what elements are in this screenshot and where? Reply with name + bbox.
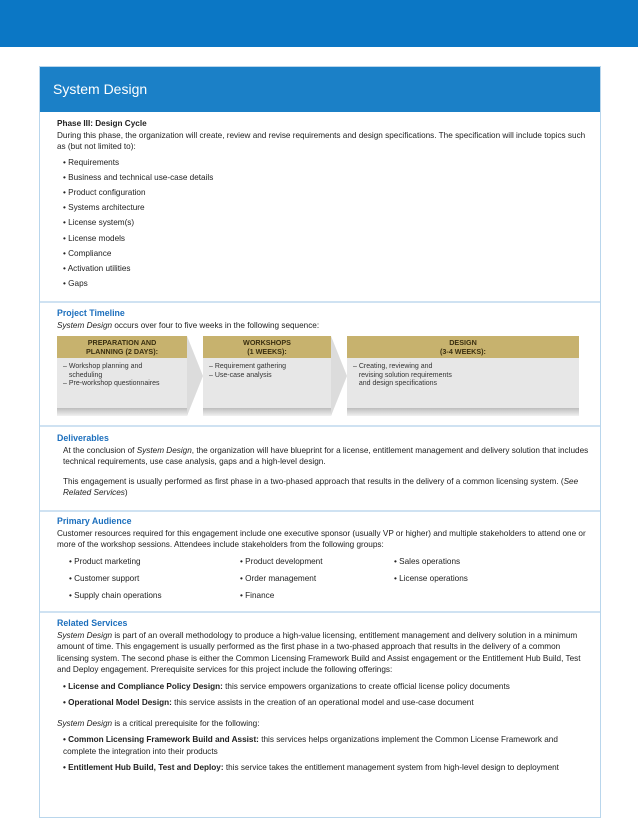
step-title: PREPARATION AND xyxy=(87,338,157,347)
deliverables-paragraph xyxy=(57,476,591,499)
deliverables-paragraph xyxy=(57,445,591,468)
text: is a critical prerequisite for the following: xyxy=(112,718,260,728)
system-design-panel xyxy=(39,66,601,818)
related-bullet xyxy=(57,697,591,709)
step-title: PLANNING (2 DAYS): xyxy=(85,347,158,356)
list-item: • Product configuration xyxy=(63,187,146,197)
related-bullet xyxy=(57,681,591,693)
timeline-heading: Project Timeline xyxy=(57,308,125,318)
text: this service takes the entitlement management system from high-level design to deployment xyxy=(223,763,559,772)
list-item: • Supply chain operations xyxy=(69,590,162,600)
timeline-step-workshops xyxy=(203,336,331,416)
list-item: • License models xyxy=(63,233,126,243)
top-banner xyxy=(0,0,638,47)
phase-intro: During this phase, the organization will create, review and revise requirements and design specifications. The specification will include topics such as (but not limited to): xyxy=(57,130,586,151)
phase-heading: Phase III: Design Cycle xyxy=(57,119,147,128)
step-title: DESIGN xyxy=(449,338,477,347)
text-em: System Design xyxy=(57,718,113,728)
list-item: • Order management xyxy=(240,573,317,583)
list-item: • Business and technical use-case details xyxy=(63,172,214,182)
step-title: (1 WEEKS): xyxy=(247,347,287,356)
timeline-step-preparation xyxy=(57,336,187,416)
text: At the conclusion of xyxy=(63,445,137,455)
step-line: – Requirement gathering xyxy=(209,363,287,370)
text: This engagement is usually performed as first phase in a two-phased approach that results in the delivery of a common licensing system. ( xyxy=(63,476,564,486)
text-bold: • Entitlement Hub Build, Test and Deploy: xyxy=(63,763,224,772)
timeline-intro-em: System Design xyxy=(57,320,113,330)
panel-title: System Design xyxy=(40,67,600,112)
step-title: WORKSHOPS xyxy=(243,338,291,347)
related-paragraph xyxy=(57,718,591,730)
divider xyxy=(40,611,600,613)
text-em: System Design xyxy=(136,445,192,455)
list-item: • Sales operations xyxy=(394,556,461,566)
related-bullet xyxy=(57,762,591,774)
text: this services helps organizations implement the Common License Framework and complete the integration into their products xyxy=(63,735,558,756)
timeline-section xyxy=(57,308,591,331)
phase-section xyxy=(57,118,591,291)
text-bold: • Operational Model Design: xyxy=(63,698,172,707)
timeline-diagram xyxy=(57,336,598,416)
list-item: • Product marketing xyxy=(69,556,141,566)
related-paragraph xyxy=(57,630,591,676)
arrow-icon xyxy=(331,336,347,416)
list-item: • Product development xyxy=(240,556,323,566)
list-item: • Gaps xyxy=(63,279,88,289)
text: , the organization will have blueprint for a license, entitlement management and delivery solution that includes technical requirements, use case analysis, gaps and a high-level design. xyxy=(63,445,589,466)
timeline-intro xyxy=(57,320,591,332)
step-line: – Workshop planning and xyxy=(63,363,143,370)
divider xyxy=(40,510,600,512)
step-line: – Use-case analysis xyxy=(209,371,272,379)
related-bullet xyxy=(57,734,591,757)
list-item: • Activation utilities xyxy=(63,263,131,273)
step-line: revising solution requirements xyxy=(353,371,452,379)
text-bold: • Common Licensing Framework Build and Assist: xyxy=(63,735,259,744)
list-item: • License operations xyxy=(394,573,468,583)
text: this service empowers organizations to create official license policy documents xyxy=(222,681,510,691)
audience-intro: Customer resources required for this engagement include one executive sponsor (usually VP or higher) and multiple stakeholders to attend one or more of the workshop sessions. Attendees include stakeholders from the following groups: xyxy=(57,528,586,549)
audience-section xyxy=(57,516,591,604)
step-title: (3-4 WEEKS): xyxy=(440,347,486,356)
related-heading: Related Services xyxy=(57,618,128,628)
list-item: • Customer support xyxy=(69,573,140,583)
list-item: • Systems architecture xyxy=(63,203,145,213)
related-section xyxy=(57,618,591,774)
list-item: • Requirements xyxy=(63,157,120,167)
list-item: • Compliance xyxy=(63,248,112,258)
deliverables-heading: Deliverables xyxy=(57,433,109,443)
text: ) xyxy=(124,488,128,497)
arrow-icon xyxy=(187,336,203,416)
text: this service assists in the creation of an operational model and use-case document xyxy=(171,698,474,707)
divider xyxy=(40,425,600,427)
step-line: scheduling xyxy=(63,371,103,379)
text-em: System Design xyxy=(57,630,113,640)
list-item: • License system(s) xyxy=(63,218,135,228)
text-bold: • License and Compliance Policy Design: xyxy=(63,681,223,691)
text: is part of an overall methodology to produce a high-value licensing, entitlement management and delivery solution in a minimum amount of time. This engagement is usually performed as the first phase in a two-phased approach that results in the delivery of a common licensing system. The second phase is either the Common Licensing Framework Build and Assist engagement or the Entitlement Hub Build, Test and Deploy engagement. Prerequisite services for this project include the following offerings: xyxy=(57,630,581,674)
text-em: See Related Services xyxy=(63,476,579,497)
list-item: • Finance xyxy=(240,590,275,600)
step-line: – Pre-workshop questionnaires xyxy=(63,380,160,388)
divider xyxy=(40,301,600,303)
step-line: – Creating, reviewing and xyxy=(353,363,433,370)
timeline-intro-text: occurs over four to five weeks in the following sequence: xyxy=(112,320,320,330)
step-line: and design specifications xyxy=(353,380,438,388)
audience-heading: Primary Audience xyxy=(57,516,132,526)
deliverables-section xyxy=(57,433,591,499)
timeline-step-design xyxy=(347,336,579,416)
